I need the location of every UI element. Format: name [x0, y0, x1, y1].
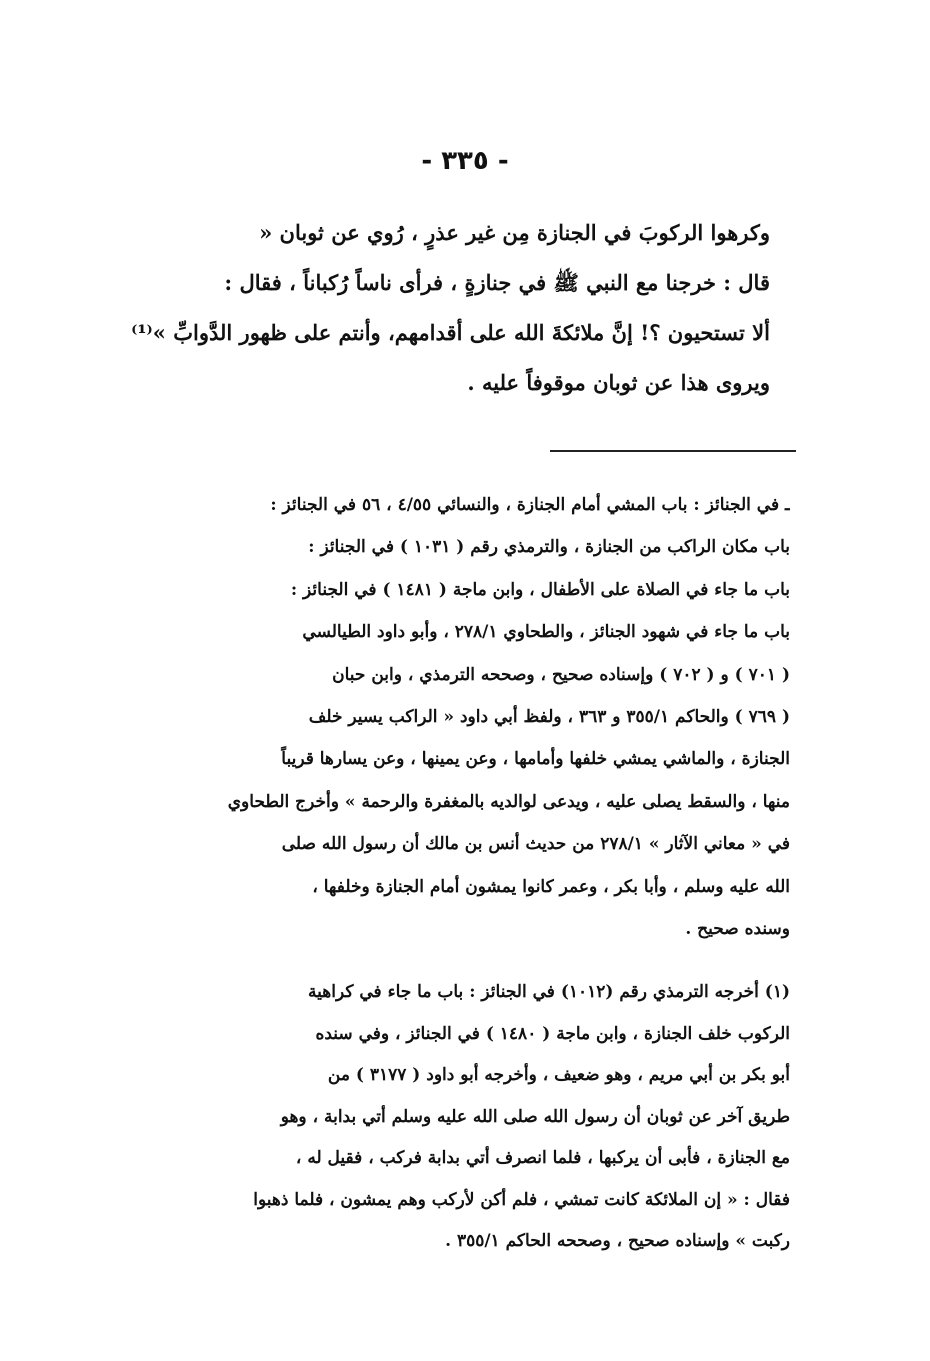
footnote-line: ( ٧٠١ ) و ( ٧٠٢ ) وإسناده صحيح ، وصححه الترمذي ، وابن حبان	[332, 664, 790, 685]
footnote-continuation	[130, 484, 790, 950]
main-line-4: ويروى هذا عن ثوبان موقوفاً عليه .	[467, 370, 770, 395]
footnote-1-line: (١) أخرجه الترمذي رقم (١٠١٢) في الجنائز : باب ما جاء في كراهية	[308, 982, 790, 1002]
footnote-line: في « معاني الآثار » ٢٧٨/١ من حديث أنس بن مالك أن رسول الله صلى	[281, 834, 790, 855]
page-number: - ٣٣٥ -	[421, 146, 509, 176]
main-line-3: ألا تستحيون ؟! إنَّ ملائكةَ الله على أقدامهم، وأنتم على ظهور الدَّوابِّ »⁽¹⁾	[131, 320, 770, 345]
footnote-line: منها ، والسقط يصلى عليه ، ويدعى لوالديه بالمغفرة والرحمة » وأخرج الطحاوي	[227, 791, 790, 812]
footnote-1-line: طريق آخر عن ثوبان أن رسول الله صلى الله عليه وسلم أتي بدابة ، وهو	[280, 1106, 790, 1127]
footnote-1-line: مع الجنازة ، فأبى أن يركبها ، فلما انصرف أتي بدابة فركب ، فقيل له ،	[295, 1148, 790, 1168]
footnote-line: باب ما جاء في شهود الجنائز ، والطحاوي ٢٧٨/١ ، وأبو داود الطيالسي	[302, 622, 790, 643]
footnote-line: وسنده صحيح .	[685, 919, 790, 940]
footnote-line: ـ في الجنائز : باب المشي أمام الجنازة ، والنسائي ٤/٥٥ ، ٥٦ في الجنائز :	[270, 495, 790, 515]
footnote-separator	[550, 450, 796, 452]
footnote-1	[130, 972, 790, 1263]
footnote-line: ( ٧٦٩ ) والحاكم ٣٥٥/١ و ٣٦٣ ، ولفظ أبي داود « الراكب يسير خلف	[308, 707, 790, 728]
footnote-line: باب مكان الراكب من الجنازة ، والترمذي رقم ( ١٠٣١ ) في الجنائز :	[308, 537, 790, 558]
footnote-1-line: أبو بكر بن أبي مريم ، وهو ضعيف ، وأخرجه أبو داود ( ٣١٧٧ ) من	[327, 1065, 790, 1085]
footnote-1-line: الركوب خلف الجنازة ، وابن ماجة ( ١٤٨٠ ) في الجنائز ، وفي سنده	[315, 1023, 790, 1044]
footnote-1-line: فقال : « إن الملائكة كانت تمشي ، فلم أكن لأركب وهم يمشون ، فلما ذهبوا	[253, 1189, 790, 1210]
footnote-line: باب ما جاء في الصلاة على الأطفال ، وابن ماجة ( ١٤٨١ ) في الجنائز :	[290, 579, 790, 600]
main-line-1: وكرهوا الركوبَ في الجنازة مِن غير عذرٍ ، رُوي عن ثوبان «	[259, 220, 770, 245]
footnote-line: الجنازة ، والماشي يمشي خلفها وأمامها ، وعن يمينها ، وعن يسارها قريباً	[281, 749, 790, 770]
footnote-1-line: ركبت » وإسناده صحيح ، وصححه الحاكم ٣٥٥/١ .	[445, 1231, 790, 1251]
footnote-line: الله عليه وسلم ، وأبا بكر ، وعمر كانوا يمشون أمام الجنازة وخلفها ،	[312, 876, 790, 897]
main-text	[130, 208, 770, 408]
main-line-2: قال : خرجنا مع النبي ﷺ في جنازةٍ ، فرأى ناساً رُكباناً ، فقال :	[224, 270, 770, 295]
